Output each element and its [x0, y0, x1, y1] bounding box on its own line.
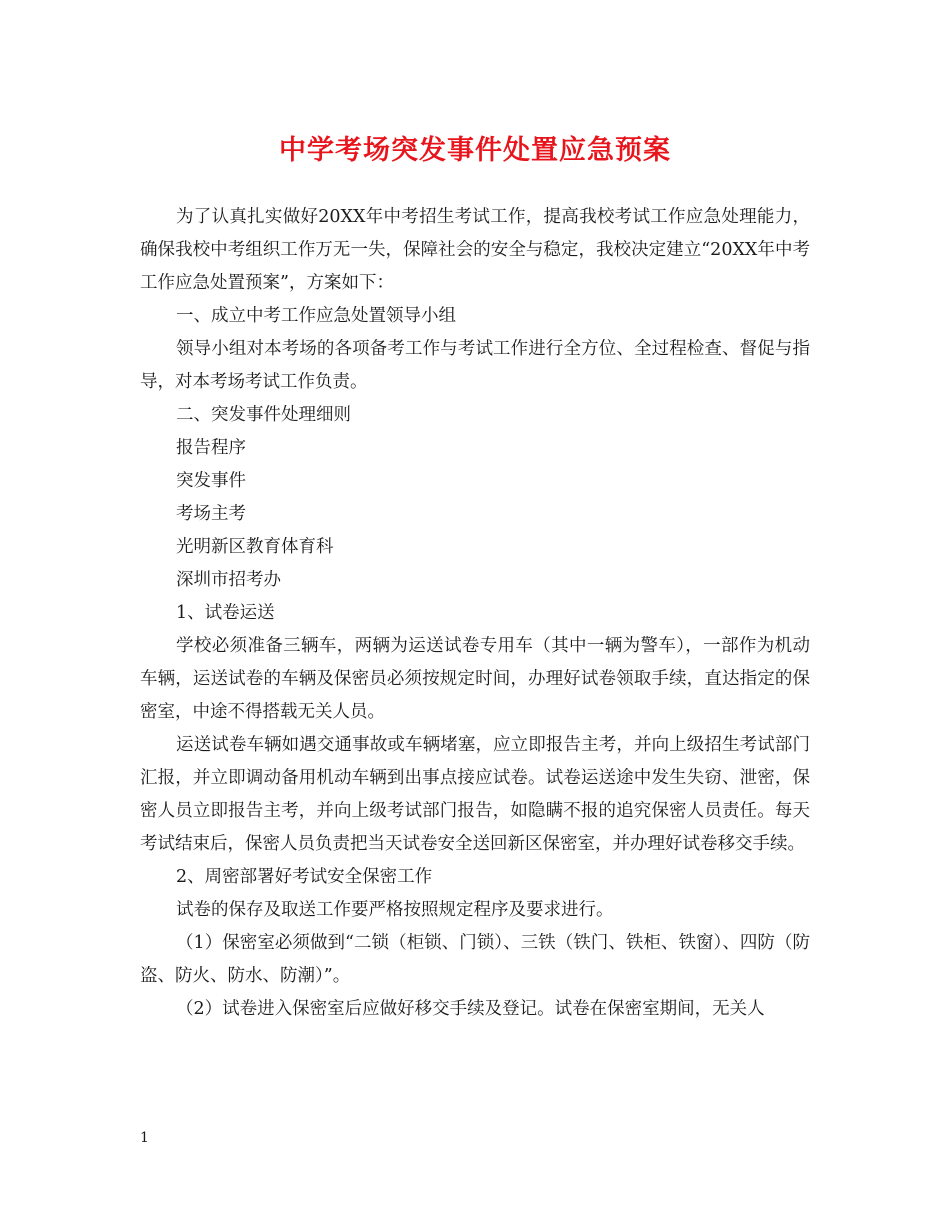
paragraph-leadership: 领导小组对本考场的各项备考工作与考试工作进行全方位、全过程检查、督促与指导，对本考场考试工作负责。 — [140, 339, 810, 392]
page-number: 1 — [140, 1130, 149, 1146]
paragraph-storage-rule-2: （2）试卷进入保密室后应做好移交手续及登记。试卷在保密室期间，无关人 — [176, 999, 765, 1019]
heading-security: 2、周密部署好考试安全保密工作 — [176, 867, 433, 887]
heading-section-2: 二、突发事件处理细则 — [176, 405, 351, 425]
list-item-education-dept: 光明新区教育体育科 — [176, 537, 334, 557]
document-title: 中学考场突发事件处置应急预案 — [279, 135, 671, 166]
heading-paper-transport: 1、试卷运送 — [176, 603, 275, 623]
list-item-exam-office: 深圳市招考办 — [176, 570, 281, 590]
paragraph-transport-incidents: 运送试卷车辆如遇交通事故或车辆堵塞，应立即报告主考，并向上级招生考试部门汇报，并立即调动备用机动车辆到出事点接应试卷。试卷运送途中发生失窃、泄密，保密人员立即报告主考，并向上级考试部门报告，如隐瞒不报的追究保密人员责任。每天考试结束后，保密人员负责把当天试卷安全送回新区保密室，并办理好试卷移交手续。 — [140, 735, 810, 854]
list-item-report-procedure: 报告程序 — [176, 438, 246, 458]
paragraph-transport-vehicles: 学校必须准备三辆车，两辆为运送试卷专用车（其中一辆为警车），一部作为机动车辆，运送试卷的车辆及保密员必须按规定时间，办理好试卷领取手续，直达指定的保密室，中途不得搭载无关人员。 — [140, 636, 810, 722]
heading-section-1: 一、成立中考工作应急处置领导小组 — [176, 306, 456, 326]
list-item-emergency: 突发事件 — [176, 471, 246, 491]
document-body — [140, 201, 810, 1026]
paragraph-storage-rule-1: （1）保密室必须做到“二锁（柜锁、门锁）、三铁（铁门、铁柜、铁窗）、四防（防盗、防火、防水、防潮）”。 — [140, 933, 810, 986]
paragraph-storage: 试卷的保存及取送工作要严格按照规定程序及要求进行。 — [176, 900, 614, 920]
paragraph-intro: 为了认真扎实做好20XX年中考招生考试工作，提高我校考试工作应急处理能力，确保我校中考组织工作万无一失，保障社会的安全与稳定，我校决定建立“20XX年中考工作应急处置预案”，方案如下： — [140, 207, 810, 293]
list-item-chief-examiner: 考场主考 — [176, 504, 246, 524]
